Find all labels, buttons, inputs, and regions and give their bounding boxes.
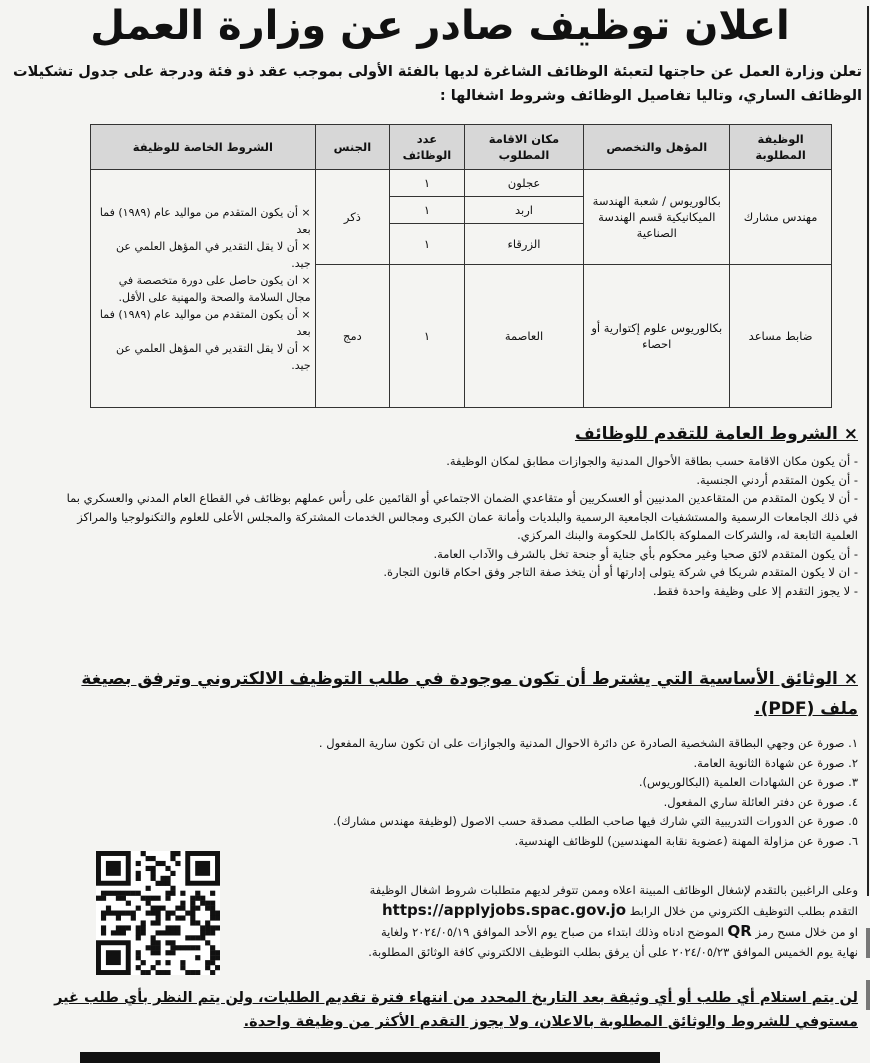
list-item: ٤. صورة عن دفتر العائلة ساري المفعول.: [663, 794, 858, 809]
list-item: - لا يجوز التقدم إلا على وظيفة واحدة فقط.: [652, 583, 858, 598]
page-edge-fragment: [866, 980, 870, 1010]
instructions-line: [233, 921, 858, 942]
job2-title: ضابط مساعد: [730, 265, 832, 408]
job2-count: ١: [390, 265, 465, 408]
header-count: عدد الوظائف: [390, 125, 465, 170]
conditions-cell: [91, 170, 316, 408]
general-conditions-list: [50, 452, 858, 600]
table-header-row: [91, 125, 832, 170]
condition-item: × ان يكون حاصل على دورة متخصصة في مجال السلامة والصحة والمهنية على الأقل.: [118, 273, 311, 304]
header-qualification: المؤهل والتخصص: [584, 125, 730, 170]
documents-list: [158, 734, 858, 851]
instructions-text: او من خلال مسح رمز: [755, 925, 858, 939]
header-job: الوظيفة المطلوبة: [730, 125, 832, 170]
list-item: - ان لا يكون المتقدم شريكا في شركة يتولى إدارتها أو أن يتخذ صفة التاجر وفق احكام قانون التجارة.: [383, 565, 858, 579]
page-title: اعلان توظيف صادر عن وزارة العمل: [90, 3, 790, 49]
apply-link[interactable]: https://applyjobs.spac.gov.jo: [382, 901, 627, 919]
intro-paragraph: تعلن وزارة العمل عن حاجتها لتعبئة الوظائف الشاغرة لديها بالفئة الأولى بموجب عقد ذو فئة ودرجة على جدول تشكيلات الوظائف الساري، وتاليا تفاصيل الوظائف وشروط اشغالها :: [13, 64, 862, 104]
qr-code-icon[interactable]: [96, 851, 220, 975]
condition-item: × أن لا يقل التقدير في المؤهل العلمي عن جيد.: [116, 341, 311, 372]
job1-location-3: الزرقاء: [464, 224, 584, 265]
header-location: مكان الاقامة المطلوب: [464, 125, 584, 170]
jobs-table: [90, 124, 832, 408]
job1-gender: ذكر: [315, 170, 390, 265]
header-gender: الجنس: [315, 125, 390, 170]
table-row: [91, 170, 832, 197]
job1-location-1: عجلون: [464, 170, 584, 197]
job1-title: مهندس مشارك: [730, 170, 832, 265]
condition-item: × أن لا يقل التقدير في المؤهل العلمي عن جيد.: [116, 239, 311, 270]
documents-heading: × الوثائق الأساسية التي يشترط أن تكون موجودة في طلب التوظيف الالكتروني وترفق بصيغة ملف (PDF).: [81, 669, 858, 719]
header-conditions: الشروط الخاصة للوظيفة: [91, 125, 316, 170]
list-item: ٥. صورة عن الدورات التدريبية التي شارك فيها صاحب الطلب مصدقة حسب الاصول (لوظيفة مهندس مشارك).: [332, 814, 858, 828]
qr-code-graphic: [96, 851, 220, 975]
job1-count-1: ١: [390, 170, 465, 197]
job1-location-2: اربد: [464, 197, 584, 224]
job1-count-2: ١: [390, 197, 465, 224]
list-item: - أن يكون المتقدم لائق صحيا وغير محكوم بأي جناية أو جنحة تخل بالشرف والآداب العامة.: [433, 546, 858, 561]
list-item: ١. صورة عن وجهي البطاقة الشخصية الصادرة عن دائرة الاحوال المدنية والجوازات على ان تكون سارية المفعول .: [318, 736, 858, 750]
instructions-text: التقدم بطلب التوظيف الكتروني من خلال الرابط: [629, 904, 858, 918]
condition-item: × أن يكون المتقدم من مواليد عام (١٩٨٩) فما بعد: [99, 307, 311, 338]
list-item: ٢. صورة عن شهادة الثانوية العامة.: [693, 755, 858, 770]
bottom-border: [80, 1052, 660, 1063]
qr-label: QR: [727, 922, 752, 940]
list-item: ٦. صورة عن مزاولة المهنة (عضوية نقابة المهندسين) للوظائف الهندسية.: [514, 833, 858, 848]
instructions-line: وعلى الراغبين بالتقدم لإشغال الوظائف المبينة اعلاه وممن تتوفر لديهم متطلبات شروط اشغال الوظيفة: [369, 883, 858, 897]
application-instructions: [233, 880, 858, 962]
column-divider: [867, 6, 869, 896]
deadline-warning: لن يتم استلام أي طلب أو أي وثيقة بعد التاريخ المحدد من انتهاء فترة تقديم الطلبات، ولن يتم النظر بأي طلب غير مستوفي للشروط والوثائق المطلوبة بالاعلان، ولا يجوز التقدم الأكثر من وظيفة واحدة.: [54, 990, 858, 1030]
job1-count-3: ١: [390, 224, 465, 265]
page-edge-fragment: [866, 928, 870, 958]
job1-qualification: بكالوريوس / شعبة الهندسة الميكانيكية قسم الهندسة الصناعية: [584, 170, 730, 265]
list-item: - أن لا يكون المتقدم من المتقاعدين المدنيين أو العسكريين أو متقاعدي الضمان الاجتماعي أو القائمين على رأس عملهم بوظائف في القطاع العام المدني والعسكري بما في ذلك الجامعات الرسمية والمستشفيات الجامعية الرسمية والبلديات وأمانة عمان الكبرى ومجالس الخدمات المشتركة والمجلس الأعلى للعلوم والتكنولوجيا والمراكز العلمية التابعة له، والشركات المملوكة بالكامل للحكومة والبنك المركزي.: [66, 491, 858, 542]
list-item: - أن يكون المتقدم أردني الجنسية.: [696, 472, 858, 487]
condition-item: × أن يكون المتقدم من مواليد عام (١٩٨٩) فما بعد: [99, 205, 311, 236]
job2-qualification: بكالوريوس علوم إكتوارية أو احصاء: [584, 265, 730, 408]
list-item: - أن يكون مكان الاقامة حسب بطاقة الأحوال المدنية والجوازات مطابق لمكان الوظيفة.: [446, 454, 858, 468]
instructions-line: [233, 900, 858, 921]
instructions-line: نهاية يوم الخميس الموافق ٢٠٢٤/٠٥/٢٣ على أن يرفق بطلب التوظيف الالكتروني كافة الوثائق المطلوبة.: [368, 945, 858, 959]
job2-gender: دمج: [315, 265, 390, 408]
job2-location: العاصمة: [464, 265, 584, 408]
general-conditions-heading: × الشروط العامة للتقدم للوظائف: [574, 424, 858, 444]
list-item: ٣. صورة عن الشهادات العلمية (البكالوريوس).: [638, 775, 858, 789]
instructions-text: الموضح ادناه وذلك ابتداء من صباح يوم الأحد الموافق ٢٠٢٤/٠٥/١٩ ولغاية: [380, 925, 724, 939]
